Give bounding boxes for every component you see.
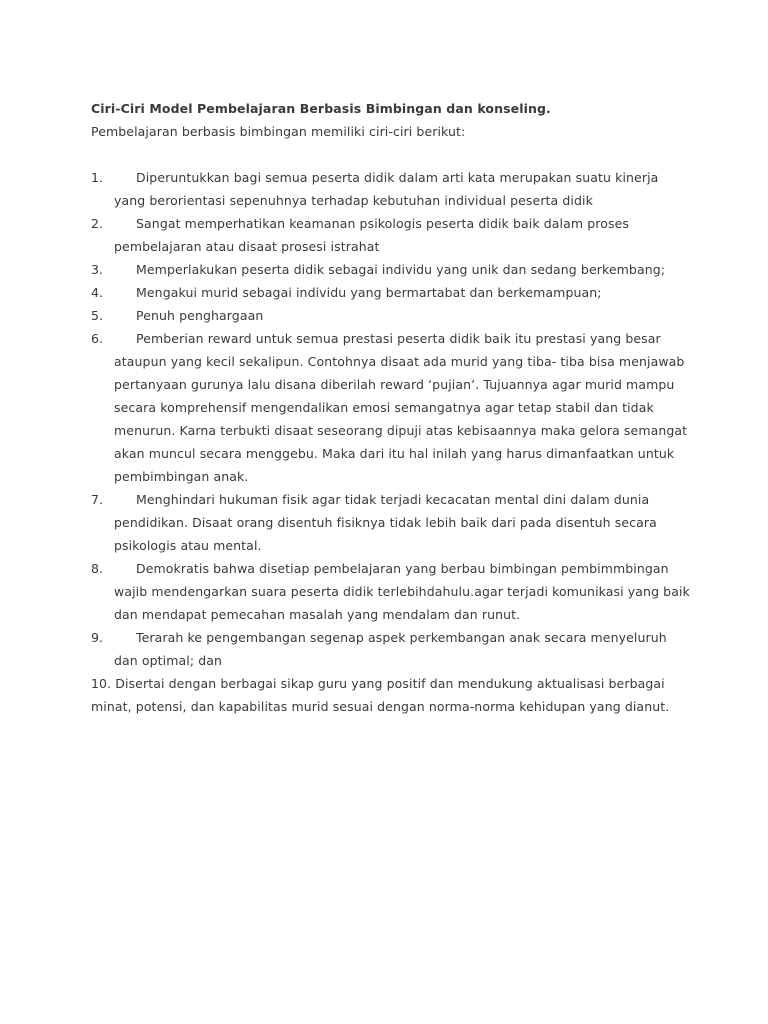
list-item-text: Demokratis bahwa disetiap pembelajaran yang berbau bimbingan pembimmbingan wajib mendengarkan suara peserta didik terlebihdahulu.agar terjadi komunikasi yang baik dan mendapat pemecahan masalah yang mendalam dan runut. [114,561,690,622]
list-item-number: 1. [91,170,104,185]
list-item [91,166,691,212]
list-item [91,281,691,304]
list-item-text: Penuh penghargaan [136,308,264,323]
document-intro: Pembelajaran berbasis bimbingan memiliki ciri-ciri berikut: [91,124,466,139]
list-item [91,488,691,557]
list-item-text: Sangat memperhatikan keamanan psikologis peserta didik baik dalam proses pembelajaran atau disaat prosesi istrahat [114,216,629,254]
list-item-text: Menghindari hukuman fisik agar tidak terjadi kecacatan mental dini dalam dunia pendidikan. Disaat orang disentuh fisiknya tidak lebih baik dari pada disentuh secara psikologis atau mental. [114,492,657,553]
list-item-number: 3. [91,262,104,277]
list-item [91,327,691,488]
list-item-text: Disertai dengan berbagai sikap guru yang positif dan mendukung aktualisasi berbagai minat, potensi, dan kapabilitas murid sesuai dengan norma-norma kehidupan yang dianut. [91,676,670,714]
list-item-number: 10. [91,676,112,691]
list-item-last [91,672,691,718]
list-item-text: Terarah ke pengembangan segenap aspek perkembangan anak secara menyeluruh dan optimal; dan [114,630,667,668]
document-page [91,97,691,718]
list-item-text: Pemberian reward untuk semua prestasi peserta didik baik itu prestasi yang besar ataupun yang kecil sekalipun. Contohnya disaat ada murid yang tiba- tiba bisa menjawab pertanyaan gurunya lalu disana diberilah reward ‘pujian’. Tujuannya agar murid mampu secara komprehensif mengendalikan emosi semangatnya agar tetap stabil dan tidak menurun. Karna terbukti disaat seseorang dipuji atas kebisaannya maka gelora semangat akan muncul secara menggebu. Maka dari itu hal inilah yang harus dimanfaatkan untuk pembimbingan anak. [114,331,688,484]
list-item [91,212,691,258]
list-item-number: 5. [91,308,104,323]
document-title: Ciri-Ciri Model Pembelajaran Berbasis Bimbingan dan konseling. [91,101,551,116]
list-item-number: 6. [91,331,104,346]
list-item-number: 8. [91,561,104,576]
list-item-number: 4. [91,285,104,300]
characteristics-list [91,166,691,718]
list-item [91,258,691,281]
list-item-text: Mengakui murid sebagai individu yang bermartabat dan berkemampuan; [136,285,602,300]
list-item [91,626,691,672]
list-item-text: Diperuntukkan bagi semua peserta didik dalam arti kata merupakan suatu kinerja yang berorientasi sepenuhnya terhadap kebutuhan individual peserta didik [114,170,659,208]
list-item-number: 7. [91,492,104,507]
list-item [91,304,691,327]
list-item-number: 2. [91,216,104,231]
list-item-text: Memperlakukan peserta didik sebagai individu yang unik dan sedang berkembang; [136,262,666,277]
list-item-number: 9. [91,630,104,645]
list-item [91,557,691,626]
